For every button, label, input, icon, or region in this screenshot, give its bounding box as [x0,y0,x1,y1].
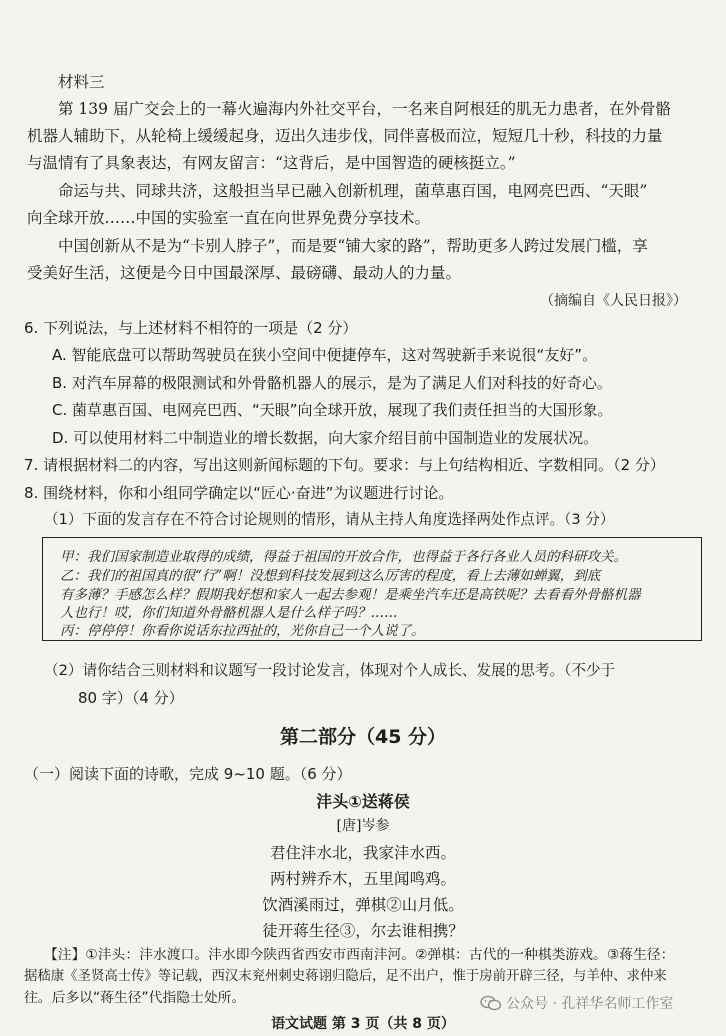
question-8-stem: 8. 围绕材料，你和小组同学确定以“匠心·奋进”为议题进行讨论。 [24,484,454,502]
discussion-line: 丙：停停停！你看你说话东拉西扯的，光你自己一个人说了。 [60,623,425,639]
wechat-icon [480,995,502,1011]
question-6-option-d: D. 可以使用材料二中制造业的增长数据，向大家介绍目前中国制造业的发展状况。 [52,429,599,447]
material3-line: 向全球开放……中国的实验室一直在向世界免费分享技术。 [27,209,431,227]
poem-note: 据嵇康《圣贤高士传》等记载，西汉末兖州刺史蒋诩归隐后，足不出户，惟于房前开辟三径，与羊仲、求仲来 [24,969,667,984]
material3-line: 第 139 届广交会上的一幕火遍海内外社交平台，一名来自阿根廷的肌无力患者，在外骨骼 [58,100,671,118]
material3-heading: 材料三 [58,73,105,91]
poem-line: 两村辨乔木，五里闻鸣鸡。 [269,870,456,888]
question-8-sub1: （1）下面的发言存在不符合讨论规则的情形，请从主持人角度选择两处作点评。（3 分） [44,511,615,528]
material3-line: 与温情有了具象表达，有网友留言：“这背后，是中国智造的硬核挺立。” [27,154,516,172]
watermark [480,993,673,1013]
poem-line: 君住沣水北，我家沣水西。 [269,844,456,862]
part2-title: 第二部分（45 分） [279,726,447,748]
poem-line: 徒开蒋生径③，尔去谁相携？ [262,922,464,940]
question-7: 7. 请根据材料二的内容，写出这则新闻标题的下句。要求：与上句结构相近、字数相同。（2 分） [24,456,665,474]
material3-source: （摘编自《人民日报》） [540,293,687,309]
question-8-sub2: （2）请你结合三则材料和议题写一段讨论发言，体现对个人成长、发展的思考。（不少于 [44,662,616,679]
page-footer: 语文试题 第 3 页（共 8 页） [271,1016,455,1032]
material3-line: 命运与共、同球共济，这般担当早已融入创新机理，菌草惠百国，电网亮巴西、“天眼” [58,182,648,200]
part2-section: （一）阅读下面的诗歌，完成 9~10 题。（6 分） [24,765,352,783]
question-6-stem: 6. 下列说法，与上述材料不相符的一项是（2 分） [24,319,358,337]
question-6-option-a: A. 智能底盘可以帮助驾驶员在狭小空间中便捷停车，这对驾驶新手来说很“友好”。 [52,346,598,364]
watermark-text: 公众号 · 孔祥华名师工作室 [506,996,674,1012]
poem-title: 沣头①送蒋侯 [316,792,410,811]
poem-line: 饮酒溪雨过，弹棋②山月低。 [262,896,464,914]
discussion-line: 人也行！哎，你们知道外骨骼机器人是什么样子吗？…… [60,605,398,621]
question-8-sub2-cont: 80 字）（4 分） [78,689,184,707]
material3-line: 中国创新从不是为“卡别人脖子”，而是要“铺大家的路”，帮助更多人跨过发展门槛，享 [58,237,648,255]
material3-line: 机器人辅助下，从轮椅上缓缓起身，迈出久违步伐，同伴喜极而泣，短短几十秒，科技的力量 [27,127,663,145]
discussion-line: 乙：我们的祖国真的很“行”啊！没想到科技发展到这么厉害的程度，看上去薄如蝉翼，到底 [60,568,601,584]
poem-note: 往。后多以“蒋生径”代指隐士处所。 [24,990,246,1006]
discussion-line: 有多薄？手感怎么样？假期我好想和家人一起去参观！是乘坐汽车还是高铁呢？去看看外骨骼机器 [60,587,641,603]
poem-author: [唐]岑参 [336,818,390,834]
discussion-line: 甲：我们国家制造业取得的成绩，得益于祖国的开放合作，也得益于各行各业人员的科研攻关。 [60,549,627,565]
material3-line: 受美好生活，这便是今日中国最深厚、最磅礴、最动人的力量。 [27,264,462,282]
question-6-option-c: C. 菌草惠百国、电网亮巴西、“天眼”向全球开放，展现了我们责任担当的大国形象。 [52,401,613,419]
question-6-option-b: B. 对汽车屏幕的极限测试和外骨骼机器人的展示，是为了满足人们对科技的好奇心。 [52,374,612,392]
poem-note: 【注】①沣头：沣水渡口。沣水即今陕西省西安市西南沣河。②弹棋：古代的一种棋类游戏。③蒋生径： [44,947,675,963]
